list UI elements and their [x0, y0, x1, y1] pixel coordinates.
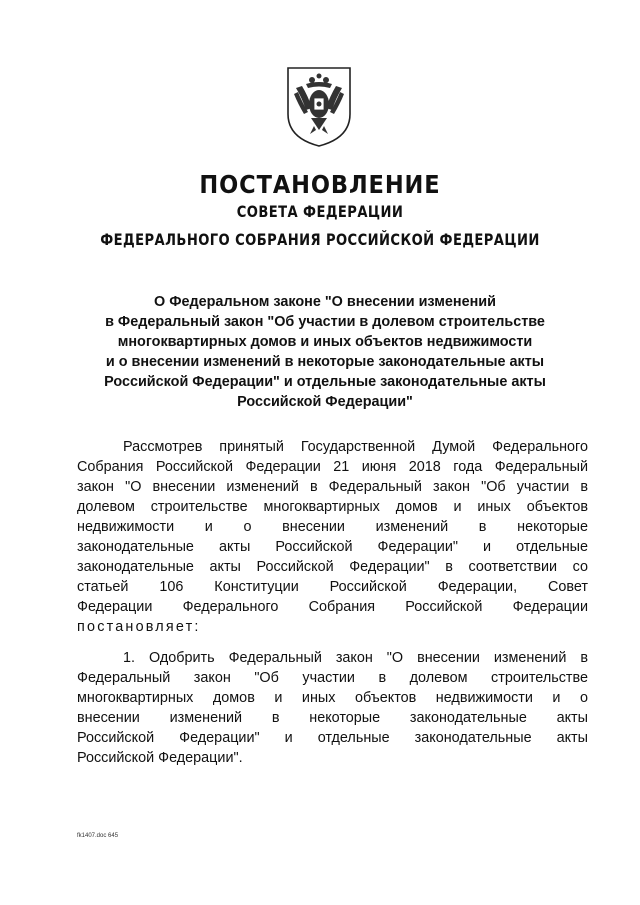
subject-line: О Федеральном законе "О внесении изменений [154, 294, 496, 310]
paragraph-line: закон "О внесении изменений в Федеральный закон "Об участии в [77, 479, 588, 495]
resolves-word: постановляет: [77, 619, 201, 635]
paragraph-line: недвижимости и о внесении изменений в некоторые [77, 519, 588, 535]
paragraph-line: внесении изменений в некоторые законодательные акты [77, 710, 588, 726]
document-title: ПОСТАНОВЛЕНИЕ [199, 170, 441, 199]
document-reference: fk1407.doc 645 [77, 833, 119, 839]
paragraph-line: Рассмотрев принятый Государственной Думой Федерального [123, 439, 588, 455]
paragraph-line: многоквартирных домов и иных объектов недвижимости и о [77, 690, 588, 706]
subject-line: многоквартирных домов и иных объектов недвижимости [117, 334, 533, 350]
preamble-paragraph [77, 437, 588, 637]
paragraph-line: 1. Одобрить Федеральный закон "О внесении изменений в [123, 650, 588, 666]
paragraph-line: Федерации Федерального Собрания Российской Федерации [77, 599, 588, 615]
coat-of-arms-emblem [284, 64, 354, 148]
paragraph-line: законодательные акты Российской Федерации" в соответствии со [77, 559, 588, 575]
paragraph-line: Федеральный закон "Об участии в долевом строительстве [77, 670, 588, 686]
paragraph-line: статьей 106 Конституции Российской Федерации, Совет [77, 579, 588, 595]
resolution-paragraph [77, 648, 588, 768]
document-issuer-full: ФЕДЕРАЛЬНОГО СОБРАНИЯ РОССИЙСКОЙ ФЕДЕРАЦИИ [100, 230, 540, 249]
subject-line: Российской Федерации" [237, 394, 413, 410]
paragraph-line: долевом строительстве многоквартирных домов и иных объектов [77, 499, 588, 515]
subject-line: в Федеральный закон "Об участии в долевом строительстве [105, 314, 545, 330]
subject-line: и о внесении изменений в некоторые законодательные акты [105, 354, 545, 370]
document-issuer: СОВЕТА ФЕДЕРАЦИИ [236, 202, 404, 221]
paragraph-line: Собрания Российской Федерации 21 июня 2018 года Федеральный [77, 459, 588, 475]
paragraph-line: законодательные акты Российской Федерации" и отдельные [77, 539, 588, 555]
russian-coat-of-arms-icon [284, 64, 354, 148]
subject-line: Российской Федерации" и отдельные законодательные акты [104, 374, 546, 390]
paragraph-line: Российской Федерации" и отдельные законодательные акты [77, 730, 588, 746]
document-subject [70, 292, 580, 412]
paragraph-line: Российской Федерации". [77, 750, 243, 766]
